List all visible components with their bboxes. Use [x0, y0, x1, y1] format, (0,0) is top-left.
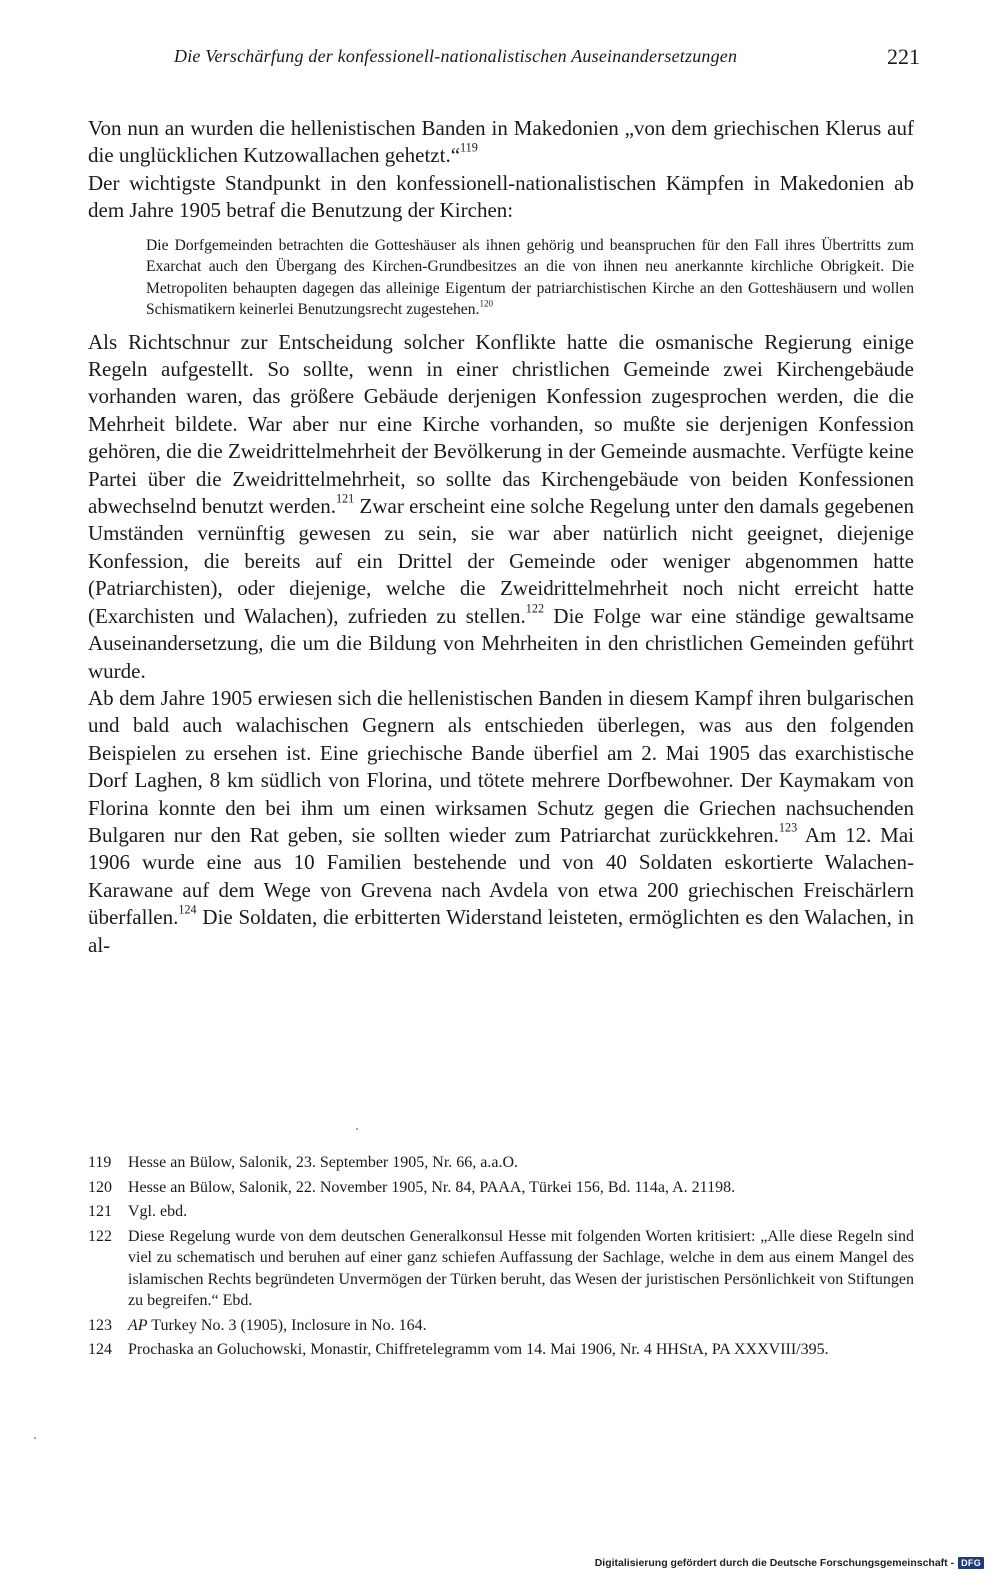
paragraph-3: Als Richtschnur zur Entscheidung solcher Konflikte hatte die osmanische Regierung einige Regeln aufgestellt. So sollte, wenn in einer christlichen Gemeinde zwei Kirchengebäude vorhanden waren, das größere Gebäude derjenigen Konfession zugesprochen werden, die die Mehrheit bildete. War aber nur eine Kirche vorhanden, so mußte sie derjenigen Konfession gehören, die die Zweidrittelmehrheit der Bevölkerung in der Gemeinde ausmachte. Verfügte keine Partei über die Zweidrittelmehrheit, so sollte das Kirchengebäude von beiden Konfessionen abwechselnd benutzt werden.$^{121}$ Zwar erscheint eine solche Regelung unter den damals gegebenen Umständen vernünftig gewesen zu sein, sie war aber natürlich nicht geeignet, diejenige Konfession, die bereits auf ein Drittel der Gemeinde oder weniger abgenommen hatte (Patriarchisten), oder diejenige, welche die Zweidrittelmehrheit noch nicht erreicht hatte (Exarchisten und Walachen), zufrieden zu stellen.$^{122}$ Die Folge war eine ständige gewaltsame Auseinandersetzung, die um die Bildung von Mehrheiten in den christlichen Gemeinden geführt wurde. — [88, 329, 914, 683]
scan-speck — [356, 1128, 358, 1130]
block-quote: Die Dorfgemeinden betrachten die Gotteshäuser als ihnen gehörig und beanspruchen für den Fall ihres Übertritts zum Exarchat auch den Übergang des Kirchen-Grundbesitzes an die von ihnen neu anerkannte kirchliche Obrigkeit. Die Metropoliten behaupten dagegen das alleinige Eigentum der patriarchistischen Kirche an den Gotteshäusern und wollen Schismatikern keinerlei Benutzungsrecht zugestehen.$^{120}$ — [146, 236, 914, 319]
main-text — [88, 115, 914, 959]
footnote-123: 123 AP Turkey No. 3 (1905), Inclosure in No. 164. — [88, 1316, 427, 1334]
footnote-ref-119[interactable]: 119 — [460, 141, 478, 156]
footnote-119: 119 Hesse an Bülow, Salonik, 23. September 1905, Nr. 66, a.a.O. — [88, 1154, 519, 1171]
footnote-ref-124[interactable]: 124 — [178, 902, 197, 917]
paragraph-1: Von nun an wurden die hellenistischen Banden in Makedonien „von dem griechischen Klerus auf die unglücklichen Kutzowallachen gehetzt.“$^{119}$ — [88, 116, 914, 168]
dfg-logo-icon: DFG — [958, 1557, 984, 1569]
digitization-footer — [595, 1555, 984, 1571]
footnote-122: 122 Diese Regelung wurde von dem deutschen Generalkonsul Hesse mit folgenden Worten kritisiert: „Alle diese Regeln sind viel zu schematisch und beruhen auf einer ganz schiefen Auffassung der Sachlage, welche in dem aus einem Mangel des islamischen Rechts begründeten Unvermögen der Türken beruht, das Wesen der juristischen Persönlichkeit von Stiftungen zu begreifen.“ Ebd. — [88, 1227, 914, 1309]
footnote-ref-122[interactable]: 122 — [525, 601, 545, 616]
digitization-note: Digitalisierung gefördert durch die Deutsche Forschungsgemeinschaft - — [594, 1557, 955, 1569]
scan-speck — [34, 1437, 36, 1439]
page-header — [88, 44, 920, 76]
footnote-120: 120 Hesse an Bülow, Salonik, 22. November 1905, Nr. 84, PAAA, Türkei 156, Bd. 114a, A. 21198. — [88, 1178, 736, 1196]
footnotes — [88, 1152, 914, 1364]
footnote-ref-120[interactable]: 120 — [479, 298, 493, 309]
footnote-ref-123[interactable]: 123 — [778, 820, 798, 835]
footnote-124: 124 Prochaska an Goluchowski, Monastir, Chiffretelegramm vom 14. Mai 1906, Nr. 4 HHStA, PA XXXVIII/395. — [88, 1341, 829, 1358]
page-number: 221 — [887, 44, 920, 69]
paragraph-2: Der wichtigste Standpunkt in den konfessionell-nationalistischen Kämpfen in Makedonien ab dem Jahre 1905 betraf die Benutzung der Kirchen: — [88, 170, 914, 223]
footnote-121: 121 Vgl. ebd. — [88, 1203, 188, 1220]
running-title: Die Verschärfung der konfessionell-nationalistischen Auseinandersetzungen — [174, 46, 738, 66]
footnote-ref-121[interactable]: 121 — [335, 491, 355, 506]
paragraph-4: Ab dem Jahre 1905 erwiesen sich die hellenistischen Banden in diesem Kampf ihren bulgarischen und bald auch walachischen Gegnern als entschieden überlegen, was aus den folgenden Beispielen zu ersehen ist. Eine griechische Bande überfiel am 2. Mai 1905 das exarchistische Dorf Laghen, 8 km südlich von Florina, und tötete mehrere Dorfbewohner. Der Kaymakam von Florina konnte den bei ihm um einen wirksamen Schutz gegen die Griechen nachsuchenden Bulgaren nur den Rat geben, sie sollten wieder zum Patriarchat zurückkehren.$^{123}$ Am 12. Mai 1906 wurde eine aus 10 Familien bestehende und von 40 Soldaten eskortierte Walachen-Karawane auf dem Wege von Grevena nach Avdela von etwa 200 griechischen Freischärlern überfallen.$^{124}$ Die Soldaten, die erbitterten Widerstand leisteten, ermöglichten es den Walachen, in al- — [88, 685, 915, 957]
